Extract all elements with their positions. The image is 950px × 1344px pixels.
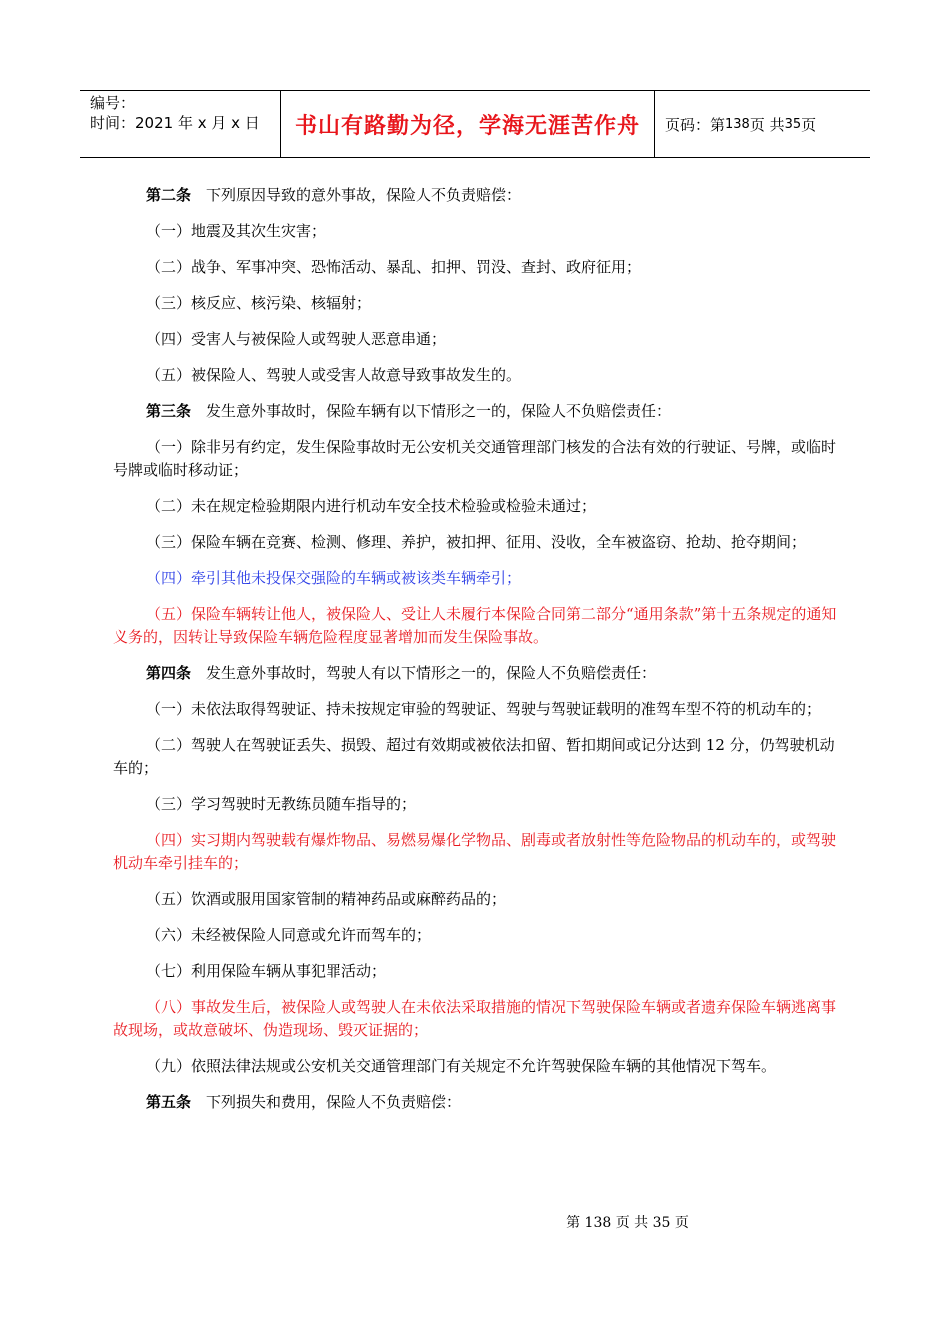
clause-item <box>113 567 840 590</box>
paragraph-text: （四）实习期内驾驶载有爆炸物品、易燃易爆化学物品、剧毒或者放射性等危险物品的机动车的，或驾驶机动车牵引挂车的； <box>113 831 837 872</box>
article-label: 第五条 <box>146 1093 192 1111</box>
paragraph-text: （四）牵引其他未投保交强险的车辆或被该类车辆牵引； <box>146 569 522 587</box>
paragraph-text: （九）依照法律法规或公安机关交通管理部门有关规定不允许驾驶保险车辆的其他情况下驾车。 <box>146 1057 777 1075</box>
clause-item <box>113 924 840 947</box>
clause-item <box>113 220 840 243</box>
paragraph-text: 下列损失和费用，保险人不负责赔偿： <box>191 1093 462 1111</box>
clause-item <box>113 698 840 721</box>
article-heading <box>113 400 840 423</box>
paragraph-text: （五）保险车辆转让他人，被保险人、受让人未履行本保险合同第二部分“通用条款”第十五条规定的通知义务的，因转让导致保险车辆危险程度显著增加而发生保险事故。 <box>113 605 837 646</box>
paragraph-text: （三）学习驾驶时无教练员随车指导的； <box>146 795 417 813</box>
paragraph-text: 下列原因导致的意外事故，保险人不负责赔偿： <box>191 186 522 204</box>
clause-item <box>113 495 840 518</box>
clause-item <box>113 256 840 279</box>
article-heading <box>113 662 840 685</box>
paragraph-text: （六）未经被保险人同意或允许而驾车的； <box>146 926 432 944</box>
document-time-label: 时间：2021 年 x 月 x 日 <box>90 114 260 132</box>
clause-item <box>113 829 840 875</box>
clause-item <box>113 603 840 649</box>
page-footer: 第 138 页 共 35 页 <box>566 1215 689 1231</box>
article-heading <box>113 1091 840 1114</box>
page-mid: 页 共 <box>749 115 785 134</box>
clause-item <box>113 1055 840 1078</box>
paragraph-text: （一）未依法取得驾驶证、持未按规定审验的驾驶证、驾驶与驾驶证载明的准驾车型不符的机动车的； <box>146 700 822 718</box>
clause-item <box>113 996 840 1042</box>
paragraph-text: （八）事故发生后，被保险人或驾驶人在未依法采取措施的情况下驾驶保险车辆或者遗弃保险车辆逃离事故现场，或故意破坏、伪造现场、毁灭证据的； <box>113 998 837 1039</box>
paragraph-text: 发生意外事故时，驾驶人有以下情形之一的，保险人不负赔偿责任： <box>191 664 657 682</box>
clause-item <box>113 364 840 387</box>
clause-item <box>113 292 840 315</box>
paragraph-text: （三）核反应、核污染、核辐射； <box>146 294 372 312</box>
clause-item <box>113 328 840 351</box>
paragraph-text: （七）利用保险车辆从事犯罪活动； <box>146 962 387 980</box>
document-header <box>80 90 870 158</box>
paragraph-text: （二）未在规定检验期限内进行机动车安全技术检验或检验未通过； <box>146 497 597 515</box>
paragraph-text: （二）驾驶人在驾驶证丢失、损毁、超过有效期或被依法扣留、暂扣期间或记分达到 12 分，仍驾驶机动车的； <box>113 736 835 777</box>
header-motto: 书山有路勤为径，学海无涯苦作舟 <box>294 113 640 139</box>
paragraph-text: （一）除非另有约定，发生保险事故时无公安机关交通管理部门核发的合法有效的行驶证、号牌，或临时号牌或临时移动证； <box>113 438 837 479</box>
page-number: 138 <box>725 116 750 132</box>
header-page-info <box>655 91 870 157</box>
clause-item <box>113 960 840 983</box>
article-heading <box>113 184 840 207</box>
document-body <box>113 184 840 1127</box>
document-number-label: 编号： <box>90 94 136 112</box>
paragraph-text: （二）战争、军事冲突、恐怖活动、暴乱、扣押、罚没、查封、政府征用； <box>146 258 642 276</box>
clause-item <box>113 436 840 482</box>
page-total: 35 <box>784 116 802 132</box>
paragraph-text: 发生意外事故时，保险车辆有以下情形之一的，保险人不负赔偿责任： <box>191 402 672 420</box>
header-motto-cell <box>281 91 655 157</box>
page-suffix: 页 <box>801 115 817 134</box>
article-label: 第四条 <box>146 664 192 682</box>
paragraph-text: （五）饮酒或服用国家管制的精神药品或麻醉药品的； <box>146 890 507 908</box>
header-meta <box>80 91 281 157</box>
clause-item <box>113 793 840 816</box>
paragraph-text: （一）地震及其次生灾害； <box>146 222 327 240</box>
paragraph-text: （五）被保险人、驾驶人或受害人故意导致事故发生的。 <box>146 366 522 384</box>
page-prefix: 页码：第 <box>665 115 726 134</box>
paragraph-text: （四）受害人与被保险人或驾驶人恶意串通； <box>146 330 447 348</box>
clause-item <box>113 888 840 911</box>
article-label: 第二条 <box>146 186 192 204</box>
paragraph-text: （三）保险车辆在竞赛、检测、修理、养护，被扣押、征用、没收，全车被盗窃、抢劫、抢夺期间； <box>146 533 807 551</box>
clause-item <box>113 531 840 554</box>
clause-item <box>113 734 840 780</box>
article-label: 第三条 <box>146 402 192 420</box>
